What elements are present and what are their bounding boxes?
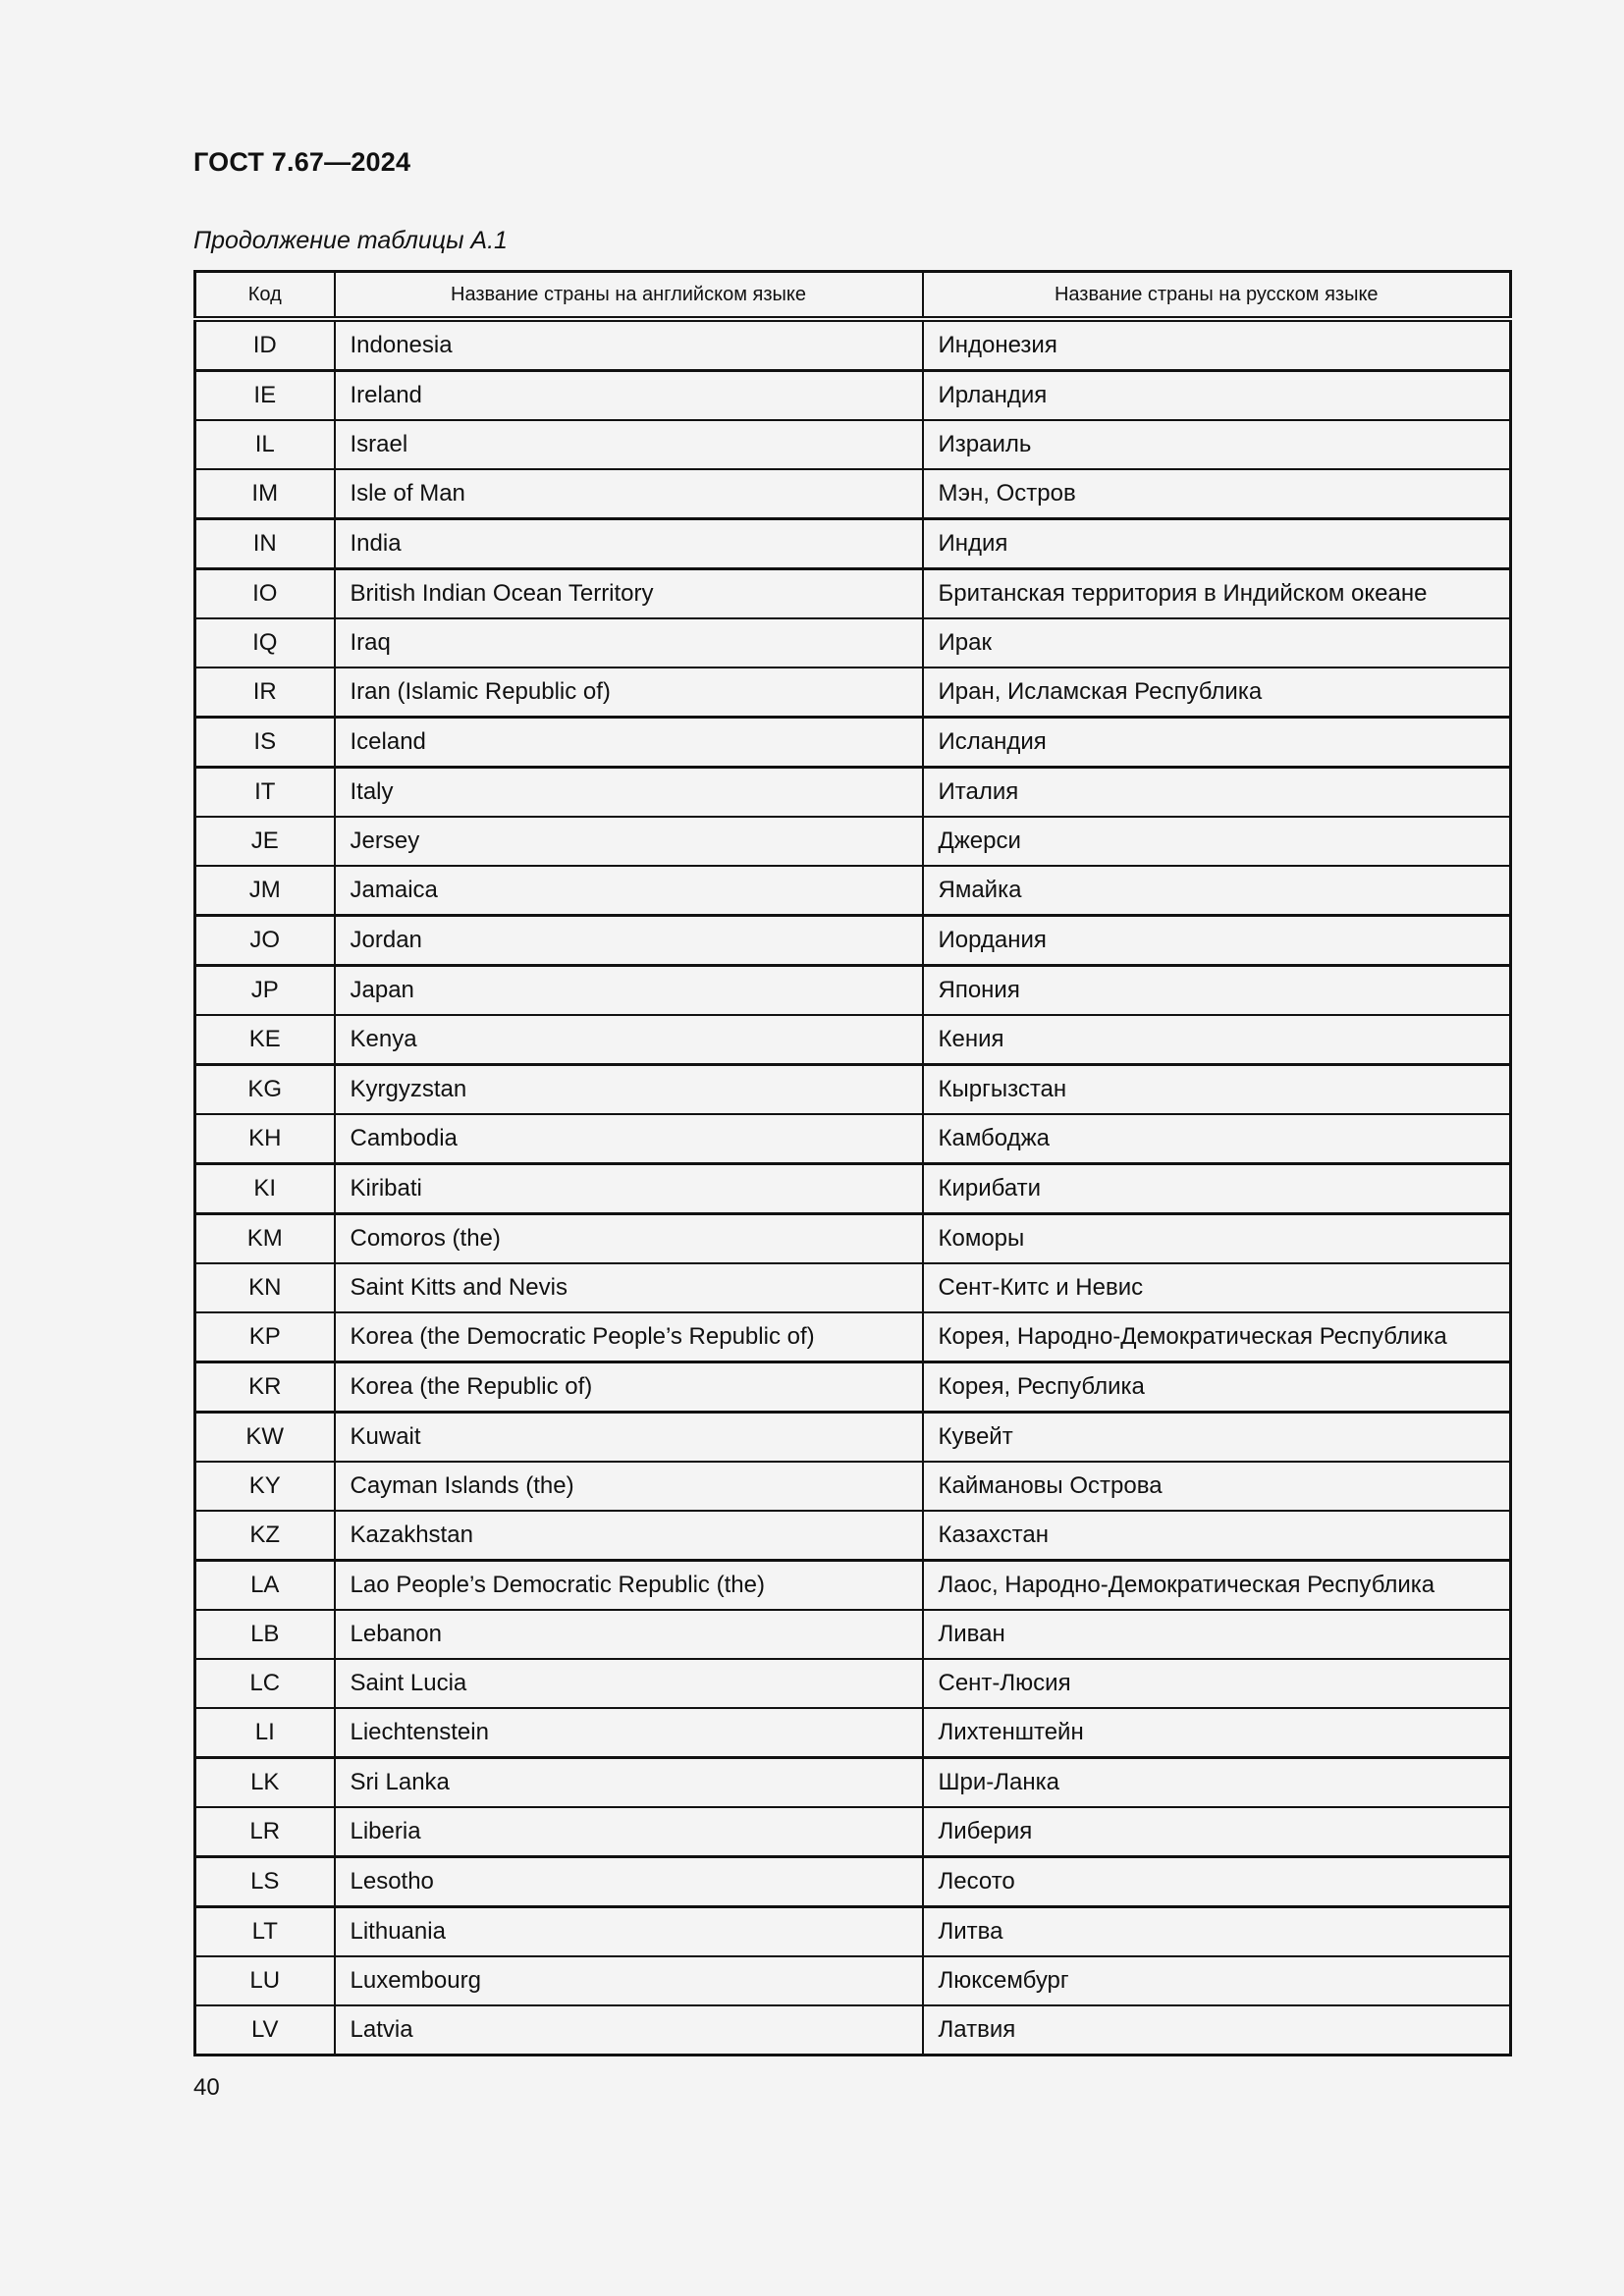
cell-english-name: Iceland [335,718,923,768]
cell-english-name: Kyrgyzstan [335,1065,923,1115]
cell-english-name: Kiribati [335,1164,923,1214]
cell-english-name: Luxembourg [335,1956,923,2005]
cell-code: LV [195,2005,335,2056]
cell-code: IR [195,667,335,718]
cell-code: IO [195,569,335,619]
cell-code: KE [195,1015,335,1065]
cell-code: LB [195,1610,335,1659]
cell-code: ID [195,319,335,371]
cell-russian-name: Сент-Люсия [923,1659,1511,1708]
table-row [195,1907,1511,1957]
cell-english-name: Israel [335,420,923,469]
cell-english-name: Kazakhstan [335,1511,923,1561]
cell-english-name: Liechtenstein [335,1708,923,1758]
cell-code: IT [195,768,335,818]
cell-russian-name: Ливан [923,1610,1511,1659]
table-row [195,1708,1511,1758]
cell-code: LU [195,1956,335,2005]
cell-english-name: Jordan [335,916,923,966]
column-header-code: Код [195,272,335,320]
table-row [195,916,1511,966]
table-row [195,1807,1511,1857]
cell-english-name: Kenya [335,1015,923,1065]
cell-russian-name: Каймановы Острова [923,1462,1511,1511]
cell-english-name: Liberia [335,1807,923,1857]
cell-russian-name: Лесото [923,1857,1511,1907]
cell-russian-name: Лаос, Народно-Демократическая Республика [923,1561,1511,1611]
table-row [195,371,1511,421]
cell-russian-name: Япония [923,966,1511,1016]
cell-russian-name: Иордания [923,916,1511,966]
cell-code: KG [195,1065,335,1115]
cell-russian-name: Италия [923,768,1511,818]
cell-russian-name: Израиль [923,420,1511,469]
cell-russian-name: Корея, Республика [923,1362,1511,1413]
cell-russian-name: Ирак [923,618,1511,667]
cell-code: IQ [195,618,335,667]
column-header-english-name: Название страны на английском языке [335,272,923,320]
table-row [195,1758,1511,1808]
cell-russian-name: Люксембург [923,1956,1511,2005]
cell-english-name: Iran (Islamic Republic of) [335,667,923,718]
cell-english-name: Saint Lucia [335,1659,923,1708]
table-row [195,866,1511,916]
page-number: 40 [193,2074,220,2101]
table-row [195,569,1511,619]
cell-code: LA [195,1561,335,1611]
cell-russian-name: Камбоджа [923,1114,1511,1164]
cell-code: JE [195,817,335,866]
table-row [195,1015,1511,1065]
cell-code: KM [195,1214,335,1264]
table-row [195,1312,1511,1362]
cell-code: JO [195,916,335,966]
cell-english-name: Cayman Islands (the) [335,1462,923,1511]
cell-code: LC [195,1659,335,1708]
cell-english-name: Lesotho [335,1857,923,1907]
cell-russian-name: Лихтенштейн [923,1708,1511,1758]
cell-english-name: Korea (the Republic of) [335,1362,923,1413]
cell-russian-name: Сент-Китс и Невис [923,1263,1511,1312]
table-row [195,1164,1511,1214]
cell-russian-name: Исландия [923,718,1511,768]
table-row [195,1511,1511,1561]
cell-russian-name: Казахстан [923,1511,1511,1561]
cell-code: KH [195,1114,335,1164]
table-row [195,618,1511,667]
table-row [195,420,1511,469]
cell-english-name: Iraq [335,618,923,667]
cell-russian-name: Кения [923,1015,1511,1065]
cell-russian-name: Либерия [923,1807,1511,1857]
table-row [195,519,1511,569]
cell-code: IL [195,420,335,469]
cell-english-name: Saint Kitts and Nevis [335,1263,923,1312]
cell-english-name: Kuwait [335,1413,923,1463]
table-row [195,1114,1511,1164]
table-row [195,469,1511,519]
cell-russian-name: Корея, Народно-Демократическая Республика [923,1312,1511,1362]
cell-russian-name: Индонезия [923,319,1511,371]
table-row [195,1956,1511,2005]
cell-english-name: British Indian Ocean Territory [335,569,923,619]
table-row [195,1065,1511,1115]
cell-english-name: Indonesia [335,319,923,371]
cell-russian-name: Ямайка [923,866,1511,916]
table-row [195,1462,1511,1511]
cell-english-name: Japan [335,966,923,1016]
cell-code: KI [195,1164,335,1214]
cell-english-name: India [335,519,923,569]
table-row [195,1214,1511,1264]
table-row [195,966,1511,1016]
cell-russian-name: Литва [923,1907,1511,1957]
document-header: ГОСТ 7.67—2024 [193,147,411,177]
table-header-row [195,272,1511,320]
cell-english-name: Lithuania [335,1907,923,1957]
cell-russian-name: Кирибати [923,1164,1511,1214]
cell-russian-name: Джерси [923,817,1511,866]
cell-code: LT [195,1907,335,1957]
table-row [195,718,1511,768]
cell-russian-name: Латвия [923,2005,1511,2056]
cell-code: KZ [195,1511,335,1561]
table-row [195,1610,1511,1659]
cell-code: IS [195,718,335,768]
cell-code: KY [195,1462,335,1511]
cell-english-name: Jamaica [335,866,923,916]
table-row [195,1561,1511,1611]
cell-russian-name: Кыргызстан [923,1065,1511,1115]
cell-code: LI [195,1708,335,1758]
table-row [195,1263,1511,1312]
cell-english-name: Cambodia [335,1114,923,1164]
cell-english-name: Lebanon [335,1610,923,1659]
cell-code: KW [195,1413,335,1463]
table-row [195,1857,1511,1907]
cell-english-name: Sri Lanka [335,1758,923,1808]
table-row [195,817,1511,866]
cell-code: IN [195,519,335,569]
cell-english-name: Jersey [335,817,923,866]
table-row [195,319,1511,371]
table-row [195,768,1511,818]
cell-code: JP [195,966,335,1016]
table-row [195,1362,1511,1413]
table-header [195,272,1511,320]
cell-code: LK [195,1758,335,1808]
cell-russian-name: Ирландия [923,371,1511,421]
cell-code: IE [195,371,335,421]
country-codes-table [193,270,1512,2056]
cell-code: KP [195,1312,335,1362]
cell-code: LR [195,1807,335,1857]
cell-english-name: Latvia [335,2005,923,2056]
table-caption: Продолжение таблицы А.1 [193,227,508,254]
cell-code: KN [195,1263,335,1312]
table-row [195,667,1511,718]
cell-russian-name: Иран, Исламская Республика [923,667,1511,718]
cell-russian-name: Мэн, Остров [923,469,1511,519]
table-row [195,1659,1511,1708]
column-header-russian-name: Название страны на русском языке [923,272,1511,320]
cell-english-name: Lao People’s Democratic Republic (the) [335,1561,923,1611]
cell-english-name: Ireland [335,371,923,421]
cell-english-name: Comoros (the) [335,1214,923,1264]
cell-russian-name: Кувейт [923,1413,1511,1463]
cell-english-name: Isle of Man [335,469,923,519]
cell-code: IM [195,469,335,519]
cell-code: LS [195,1857,335,1907]
table-row [195,1413,1511,1463]
cell-russian-name: Британская территория в Индийском океане [923,569,1511,619]
table-row [195,2005,1511,2056]
cell-code: KR [195,1362,335,1413]
cell-english-name: Korea (the Democratic People’s Republic of) [335,1312,923,1362]
cell-english-name: Italy [335,768,923,818]
cell-russian-name: Коморы [923,1214,1511,1264]
cell-code: JM [195,866,335,916]
cell-russian-name: Шри-Ланка [923,1758,1511,1808]
table-body [195,319,1511,2056]
cell-russian-name: Индия [923,519,1511,569]
